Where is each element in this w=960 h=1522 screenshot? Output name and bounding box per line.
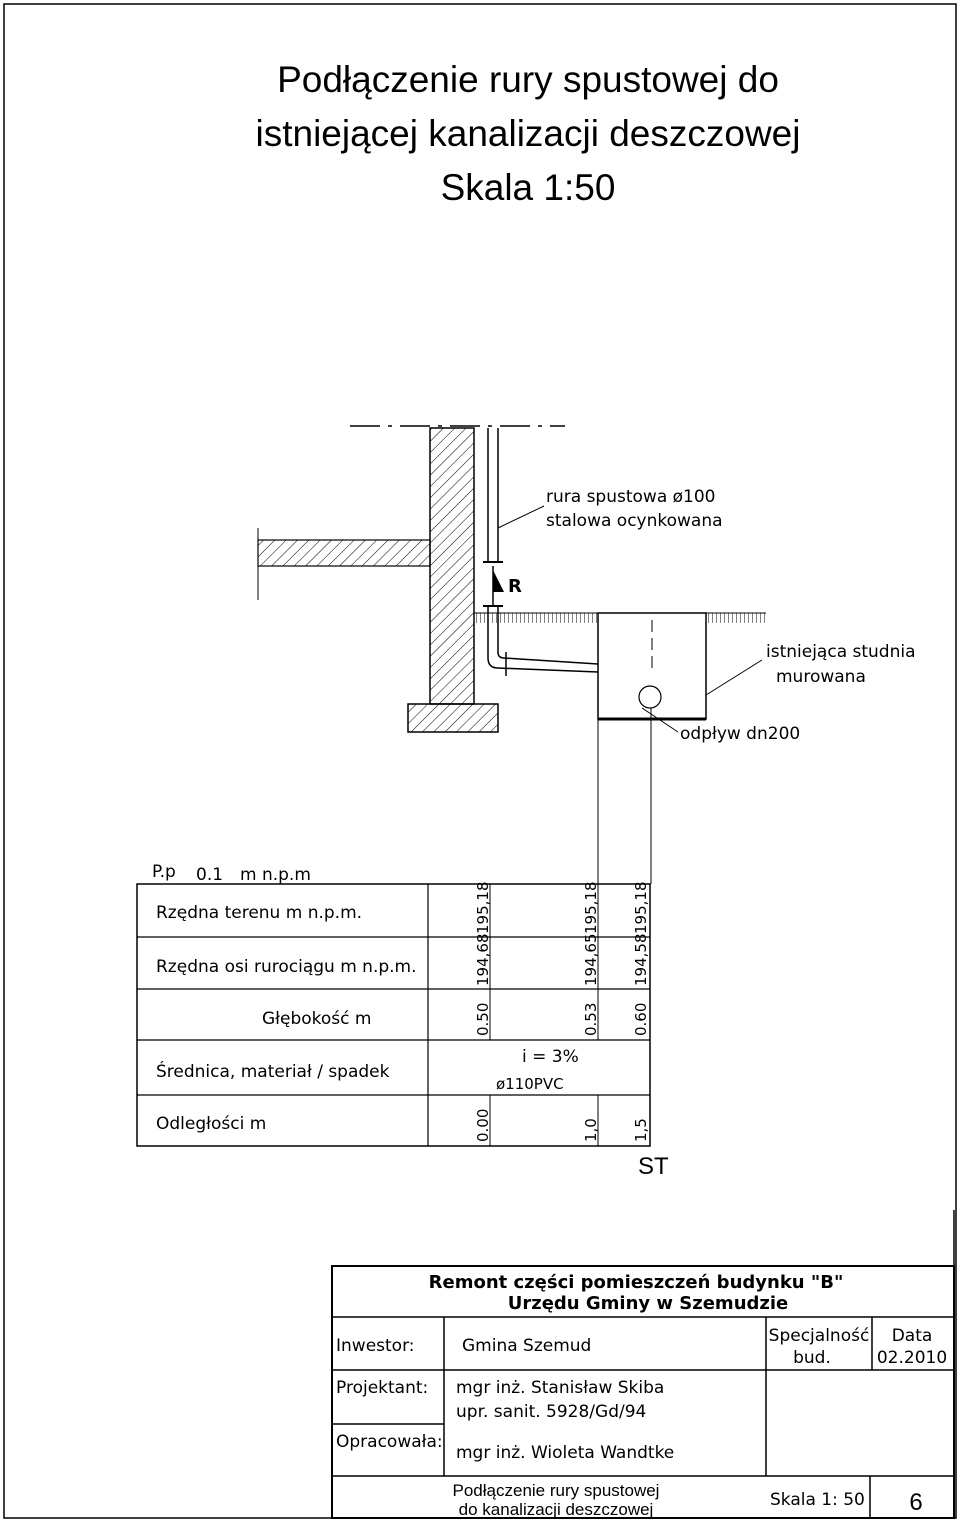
outflow-pipe <box>639 686 661 708</box>
datum-unit: m n.p.m <box>240 865 311 885</box>
station-2-depth: 0.53 <box>582 1002 600 1036</box>
downpipe-label-2: stalowa ocynkowana <box>546 511 723 531</box>
floor-slab <box>258 540 430 566</box>
title-line-1: Podłączenie rury spustowej do <box>277 59 779 100</box>
scale-label: Skala 1: 50 <box>770 1490 865 1510</box>
station-2-distance: 1,0 <box>582 1118 600 1142</box>
sheet-number: 6 <box>909 1489 923 1516</box>
designer-name: mgr inż. Stanisław Skiba <box>456 1378 665 1398</box>
pipe-spec: ø110PVC <box>496 1075 564 1093</box>
cleanout-symbol <box>493 570 504 592</box>
drawing-title-1: Podłączenie rury spustowej <box>452 1481 660 1500</box>
row-label-diameter: Średnica, materiał / spadek <box>156 1062 390 1082</box>
drawing-title-2: do kanalizacji deszczowej <box>458 1500 654 1519</box>
specialty-label: Specjalność <box>768 1326 870 1346</box>
well-mark: ST <box>638 1153 669 1180</box>
row-label-distance: Odległości m <box>156 1114 267 1134</box>
well-label-2: murowana <box>776 667 866 687</box>
row-label-terrain: Rzędna terenu m n.p.m. <box>156 903 363 923</box>
drafter-label: Opracowała: <box>336 1432 443 1452</box>
slope-value: i = 3% <box>522 1047 579 1067</box>
station-1-distance: 0.00 <box>474 1108 492 1142</box>
station-1-axis: 194,68 <box>474 933 492 986</box>
cleanout-mark: R <box>508 576 522 597</box>
row-label-pipe-axis: Rzędna osi rurociągu m n.p.m. <box>156 957 417 977</box>
ground-surface-right <box>706 613 766 623</box>
datum-value: 0.1 <box>196 865 224 885</box>
station-1-terrain: 195,18 <box>474 881 492 934</box>
investor-label: Inwestor: <box>336 1336 415 1356</box>
well-label-1: istniejąca studnia <box>766 642 916 662</box>
title-block <box>332 1210 954 1519</box>
title-line-2: istniejącej kanalizacji deszczowej <box>255 113 801 154</box>
datum-prefix: P.p <box>152 862 176 882</box>
station-2-axis: 194,65 <box>582 933 600 986</box>
profile-table <box>137 862 669 1180</box>
station-3-terrain: 195,18 <box>632 881 650 934</box>
project-name-1: Remont części pomieszczeń budynku "B" <box>428 1272 844 1293</box>
station-3-distance: 1,5 <box>632 1118 650 1142</box>
outflow-label: odpływ dn200 <box>680 724 801 744</box>
investor-value: Gmina Szemud <box>462 1336 592 1356</box>
designer-license: upr. sanit. 5928/Gd/94 <box>456 1402 647 1422</box>
station-3-depth: 0.60 <box>632 1002 650 1036</box>
building-wall <box>430 428 474 704</box>
ground-surface-left <box>474 613 598 623</box>
station-2-terrain: 195,18 <box>582 881 600 934</box>
drafter-name: mgr inż. Wioleta Wandtke <box>456 1443 675 1463</box>
station-1-depth: 0.50 <box>474 1002 492 1036</box>
date-value: 02.2010 <box>876 1348 948 1368</box>
row-label-depth: Głębokość m <box>262 1009 372 1029</box>
downpipe-label-1: rura spustowa ø100 <box>546 487 716 507</box>
specialty-value: bud. <box>793 1348 831 1368</box>
date-label: Data <box>891 1326 933 1346</box>
project-name-2: Urzędu Gminy w Szemudzie <box>507 1293 789 1314</box>
wall-foundation <box>408 704 498 732</box>
title-line-3: Skala 1:50 <box>440 167 616 208</box>
section-drawing <box>258 426 916 884</box>
designer-label: Projektant: <box>336 1378 429 1398</box>
station-3-axis: 194,58 <box>632 933 650 986</box>
